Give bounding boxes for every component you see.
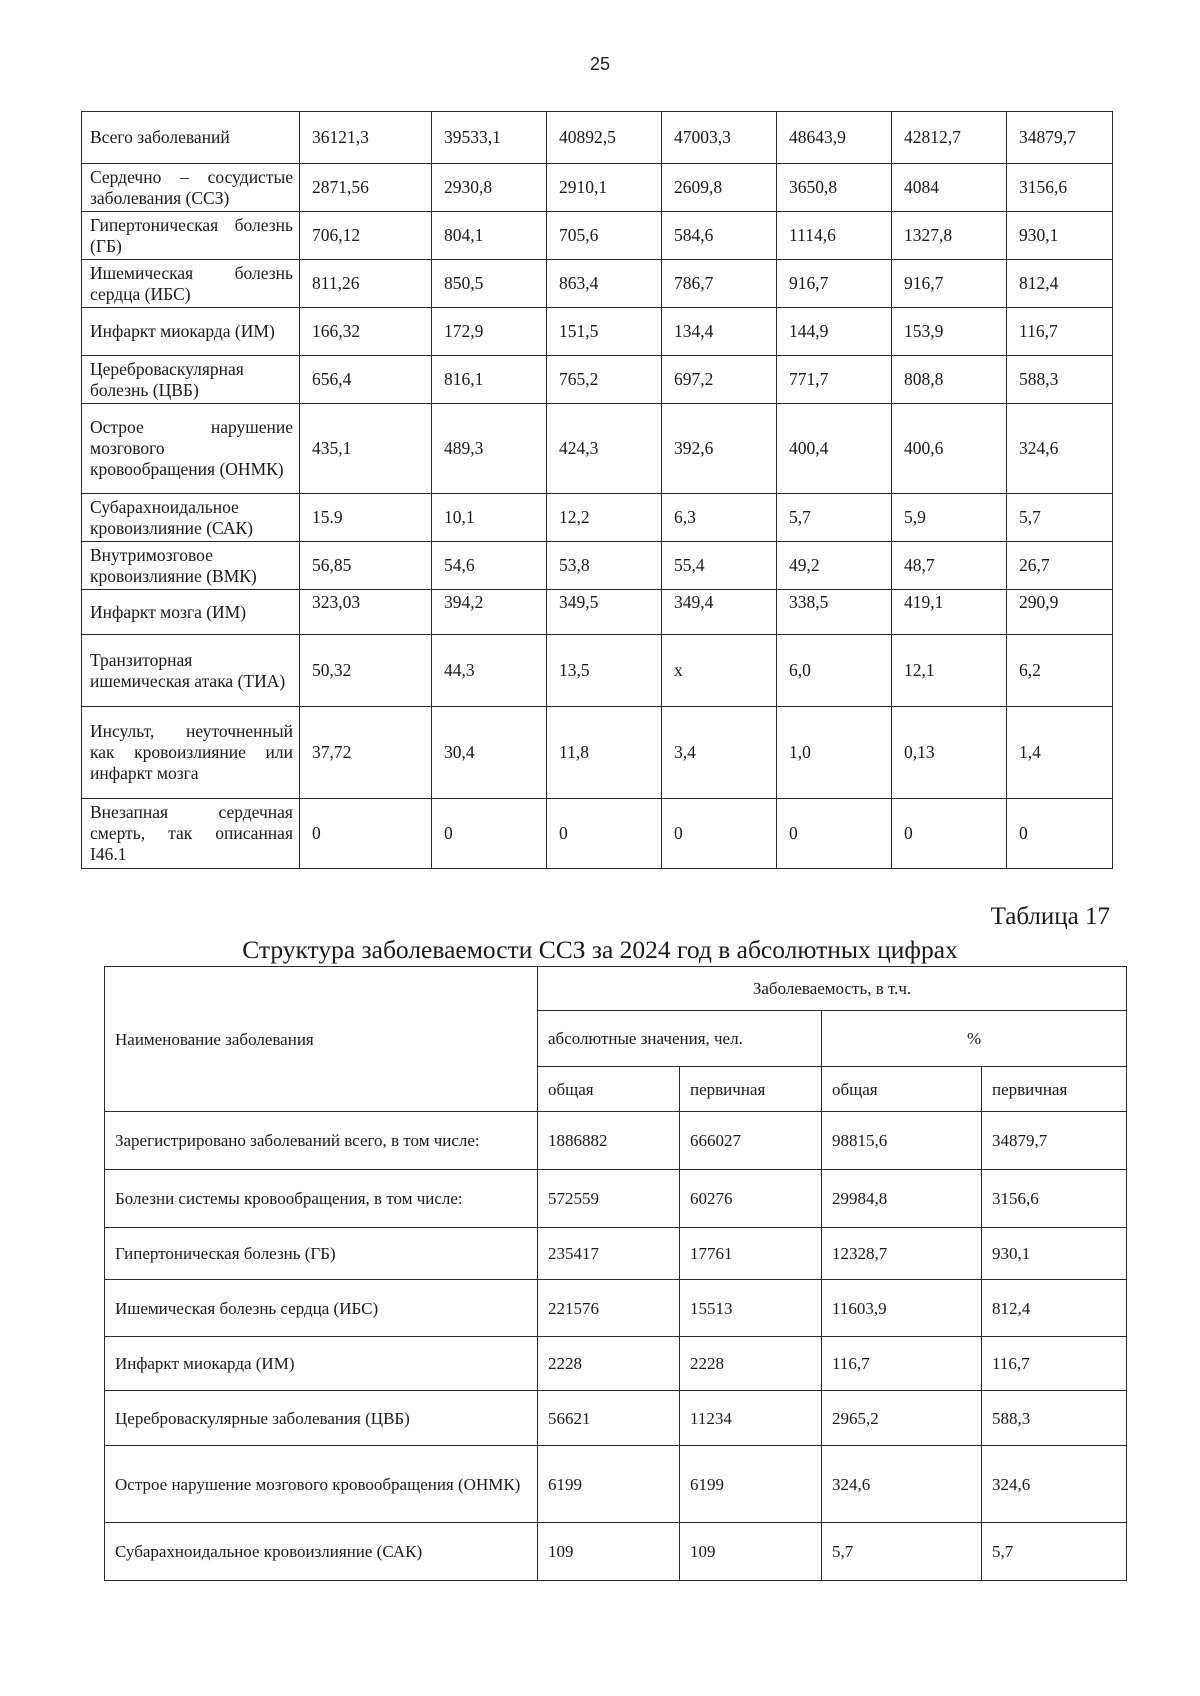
table-row: [82, 707, 1113, 799]
value-cell: 30,4: [432, 707, 547, 799]
row-name: Инфаркт миокарда (ИМ): [105, 1337, 538, 1391]
header-abs-primary: первичная: [680, 1067, 822, 1112]
value-cell: 56621: [538, 1391, 680, 1446]
value-cell: 44,3: [432, 635, 547, 707]
value-cell: 290,9: [1007, 590, 1113, 635]
value-cell: 36121,3: [300, 112, 432, 164]
row-name: Субарахноидальное кровоизлияние (САК): [82, 494, 300, 542]
header-disease-name: Наименование заболевания: [105, 967, 538, 1112]
table-row: [82, 542, 1113, 590]
value-cell: 706,12: [300, 212, 432, 260]
value-cell: 324,6: [822, 1446, 982, 1523]
value-cell: 116,7: [1007, 308, 1113, 356]
value-cell: 0: [662, 799, 777, 869]
value-cell: 60276: [680, 1170, 822, 1228]
value-cell: 116,7: [982, 1337, 1127, 1391]
row-name: Зарегистрировано заболеваний всего, в том числе:: [105, 1112, 538, 1170]
value-cell: 765,2: [547, 356, 662, 404]
value-cell: 144,9: [777, 308, 892, 356]
value-cell: 13,5: [547, 635, 662, 707]
value-cell: 324,6: [1007, 404, 1113, 494]
table-row: [105, 1280, 1127, 1337]
value-cell: 15513: [680, 1280, 822, 1337]
value-cell: 26,7: [1007, 542, 1113, 590]
row-name: Всего заболеваний: [82, 112, 300, 164]
value-cell: 12,2: [547, 494, 662, 542]
value-cell: 338,5: [777, 590, 892, 635]
value-cell: 37,72: [300, 707, 432, 799]
value-cell: 1327,8: [892, 212, 1007, 260]
value-cell: 50,32: [300, 635, 432, 707]
table-row: [82, 635, 1113, 707]
value-cell: 6199: [680, 1446, 822, 1523]
header-abs-general: общая: [538, 1067, 680, 1112]
table-row: [82, 112, 1113, 164]
row-name: Гипертоническая болезнь (ГБ): [105, 1228, 538, 1280]
table-row: [82, 404, 1113, 494]
value-cell: 786,7: [662, 260, 777, 308]
header-pct-general: общая: [822, 1067, 982, 1112]
value-cell: 0,13: [892, 707, 1007, 799]
header-incidence-group: Заболеваемость, в т.ч.: [538, 967, 1127, 1011]
row-name: Субарахноидальное кровоизлияние (САК): [105, 1523, 538, 1581]
value-cell: 0: [432, 799, 547, 869]
value-cell: 40892,5: [547, 112, 662, 164]
value-cell: 916,7: [777, 260, 892, 308]
incidence-dynamics-table: [81, 111, 1113, 869]
row-name: Сердечно – сосудистые заболевания (ССЗ): [82, 164, 300, 212]
value-cell: 42812,7: [892, 112, 1007, 164]
table-title: Структура заболеваемости ССЗ за 2024 год в абсолютных цифрах: [242, 935, 958, 964]
value-cell: 53,8: [547, 542, 662, 590]
value-cell: 705,6: [547, 212, 662, 260]
row-name: Острое нарушение мозгового кровообращения (ОНМК): [105, 1446, 538, 1523]
value-cell: 49,2: [777, 542, 892, 590]
value-cell: 29984,8: [822, 1170, 982, 1228]
value-cell: 12328,7: [822, 1228, 982, 1280]
table-label: Таблица 17: [990, 903, 1110, 930]
row-name: Инфаркт миокарда (ИМ): [82, 308, 300, 356]
value-cell: 116,7: [822, 1337, 982, 1391]
value-cell: 15.9: [300, 494, 432, 542]
value-cell: 584,6: [662, 212, 777, 260]
row-name: Внезапная сердечная смерть, так описанная I46.1: [82, 799, 300, 869]
value-cell: 39533,1: [432, 112, 547, 164]
value-cell: 804,1: [432, 212, 547, 260]
incidence-structure-table: [104, 966, 1127, 1581]
value-cell: 588,3: [1007, 356, 1113, 404]
value-cell: 6,3: [662, 494, 777, 542]
value-cell: 2871,56: [300, 164, 432, 212]
row-name: Инсульт, неуточненный как кровоизлияние или инфаркт мозга: [82, 707, 300, 799]
value-cell: 0: [300, 799, 432, 869]
value-cell: 324,6: [982, 1446, 1127, 1523]
value-cell: 808,8: [892, 356, 1007, 404]
page-number: 25: [589, 54, 611, 74]
value-cell: 10,1: [432, 494, 547, 542]
table-row: [82, 799, 1113, 869]
value-cell: 349,5: [547, 590, 662, 635]
value-cell: 419,1: [892, 590, 1007, 635]
row-name: Инфаркт мозга (ИМ): [82, 590, 300, 635]
value-cell: 221576: [538, 1280, 680, 1337]
table-row: [82, 494, 1113, 542]
value-cell: x: [662, 635, 777, 707]
value-cell: 930,1: [1007, 212, 1113, 260]
value-cell: 34879,7: [1007, 112, 1113, 164]
value-cell: 1114,6: [777, 212, 892, 260]
value-cell: 235417: [538, 1228, 680, 1280]
header-absolute-values: абсолютные значения, чел.: [538, 1011, 822, 1067]
value-cell: 48,7: [892, 542, 1007, 590]
value-cell: 3156,6: [982, 1170, 1127, 1228]
value-cell: 771,7: [777, 356, 892, 404]
value-cell: 2228: [680, 1337, 822, 1391]
row-name: Острое нарушение мозгового кровообращения (ОНМК): [82, 404, 300, 494]
value-cell: 2965,2: [822, 1391, 982, 1446]
value-cell: 5,7: [1007, 494, 1113, 542]
row-name: Внутримозговое кровоизлияние (ВМК): [82, 542, 300, 590]
value-cell: 166,32: [300, 308, 432, 356]
value-cell: 54,6: [432, 542, 547, 590]
value-cell: 47003,3: [662, 112, 777, 164]
value-cell: 1,0: [777, 707, 892, 799]
row-name: Цереброваскулярные заболевания (ЦВБ): [105, 1391, 538, 1446]
value-cell: 17761: [680, 1228, 822, 1280]
value-cell: 2910,1: [547, 164, 662, 212]
value-cell: 2228: [538, 1337, 680, 1391]
value-cell: 6199: [538, 1446, 680, 1523]
table-row: [105, 1170, 1127, 1228]
value-cell: 4084: [892, 164, 1007, 212]
table-row: [82, 590, 1113, 635]
value-cell: 12,1: [892, 635, 1007, 707]
value-cell: 916,7: [892, 260, 1007, 308]
value-cell: 489,3: [432, 404, 547, 494]
value-cell: 34879,7: [982, 1112, 1127, 1170]
value-cell: 151,5: [547, 308, 662, 356]
value-cell: 6,0: [777, 635, 892, 707]
value-cell: 323,03: [300, 590, 432, 635]
value-cell: 816,1: [432, 356, 547, 404]
value-cell: 588,3: [982, 1391, 1127, 1446]
value-cell: 5,7: [822, 1523, 982, 1581]
value-cell: 0: [1007, 799, 1113, 869]
table-row: [82, 308, 1113, 356]
value-cell: 0: [547, 799, 662, 869]
value-cell: 1,4: [1007, 707, 1113, 799]
row-name: Ишемическая болезнь сердца (ИБС): [105, 1280, 538, 1337]
value-cell: 5,9: [892, 494, 1007, 542]
value-cell: 11234: [680, 1391, 822, 1446]
value-cell: 3,4: [662, 707, 777, 799]
value-cell: 5,7: [777, 494, 892, 542]
value-cell: 3156,6: [1007, 164, 1113, 212]
value-cell: 572559: [538, 1170, 680, 1228]
value-cell: 0: [777, 799, 892, 869]
value-cell: 56,85: [300, 542, 432, 590]
value-cell: 400,4: [777, 404, 892, 494]
value-cell: 349,4: [662, 590, 777, 635]
value-cell: 5,7: [982, 1523, 1127, 1581]
row-name: Цереброваскулярная болезнь (ЦВБ): [82, 356, 300, 404]
table-row: [82, 212, 1113, 260]
value-cell: 1886882: [538, 1112, 680, 1170]
table-row: [82, 260, 1113, 308]
value-cell: 2930,8: [432, 164, 547, 212]
value-cell: 392,6: [662, 404, 777, 494]
row-name: Болезни системы кровообращения, в том числе:: [105, 1170, 538, 1228]
header-pct-primary: первичная: [982, 1067, 1127, 1112]
value-cell: 3650,8: [777, 164, 892, 212]
table-row: [82, 164, 1113, 212]
value-cell: 48643,9: [777, 112, 892, 164]
table-row: [105, 1446, 1127, 1523]
value-cell: 2609,8: [662, 164, 777, 212]
header-percent: %: [822, 1011, 1127, 1067]
value-cell: 656,4: [300, 356, 432, 404]
row-name: Транзиторная ишемическая атака (ТИА): [82, 635, 300, 707]
table-row: [105, 1523, 1127, 1581]
table-row: [105, 1391, 1127, 1446]
value-cell: 98815,6: [822, 1112, 982, 1170]
table-row: [82, 356, 1113, 404]
table-row: [105, 1228, 1127, 1280]
value-cell: 812,4: [1007, 260, 1113, 308]
value-cell: 153,9: [892, 308, 1007, 356]
value-cell: 172,9: [432, 308, 547, 356]
value-cell: 134,4: [662, 308, 777, 356]
table-row: [105, 1337, 1127, 1391]
value-cell: 109: [538, 1523, 680, 1581]
value-cell: 812,4: [982, 1280, 1127, 1337]
value-cell: 435,1: [300, 404, 432, 494]
table-row: [105, 1112, 1127, 1170]
value-cell: 394,2: [432, 590, 547, 635]
value-cell: 863,4: [547, 260, 662, 308]
value-cell: 109: [680, 1523, 822, 1581]
value-cell: 0: [892, 799, 1007, 869]
value-cell: 11603,9: [822, 1280, 982, 1337]
row-name: Гипертоническая болезнь (ГБ): [82, 212, 300, 260]
value-cell: 6,2: [1007, 635, 1113, 707]
value-cell: 850,5: [432, 260, 547, 308]
value-cell: 55,4: [662, 542, 777, 590]
value-cell: 930,1: [982, 1228, 1127, 1280]
row-name: Ишемическая болезнь сердца (ИБС): [82, 260, 300, 308]
value-cell: 400,6: [892, 404, 1007, 494]
value-cell: 811,26: [300, 260, 432, 308]
value-cell: 424,3: [547, 404, 662, 494]
value-cell: 666027: [680, 1112, 822, 1170]
value-cell: 697,2: [662, 356, 777, 404]
value-cell: 11,8: [547, 707, 662, 799]
